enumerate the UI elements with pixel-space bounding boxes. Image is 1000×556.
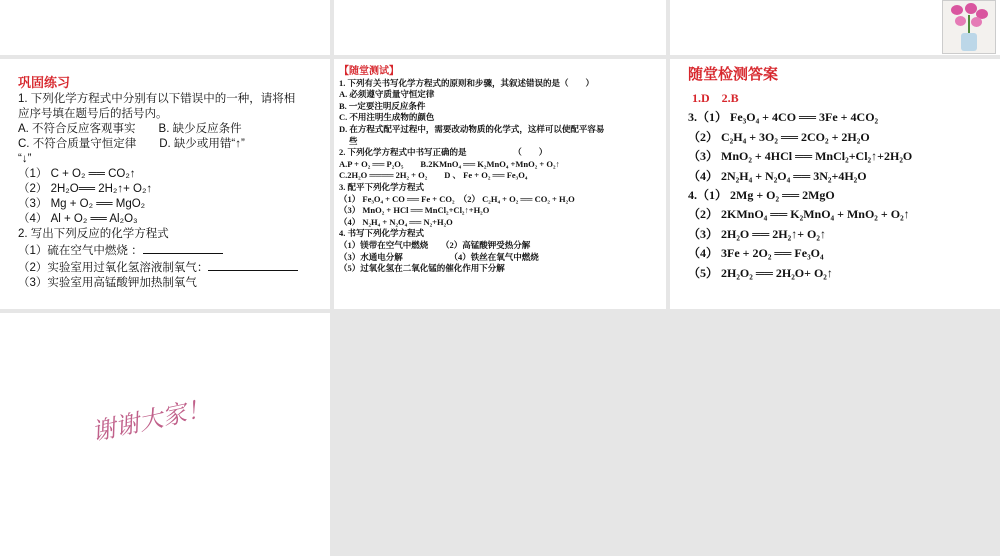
thanks-text: 谢谢大家！ xyxy=(89,393,213,447)
slide-thanks xyxy=(0,313,330,556)
text-line: 2. 写出下列反应的化学方程式 xyxy=(18,228,169,240)
answer-blank[interactable] xyxy=(143,242,223,254)
equation-line: （4） N₂H₄ + N₂O₄ ══ N₂+H₂O xyxy=(339,216,453,227)
answer-line: 3.（1） Fe₃O₄ + 4CO ══ 3Fe + 4CO₂ xyxy=(688,110,879,125)
text-line: C. 不符合质量守恒定律 D. 缺少或用错“↑” xyxy=(18,138,245,150)
answer-line: （2） C₂H₄ + 3O₂ ══ 2CO₂ + 2H₂O xyxy=(688,129,870,144)
text-line: A. 必须遵守质量守恒定律 xyxy=(339,89,435,100)
text-line: A. 不符合反应客观事实 B. 缺少反应条件 xyxy=(18,123,242,135)
text-line: “↓” xyxy=(18,153,32,165)
answer-line: （4） 3Fe + 2O₂ ══ Fe₃O₄ xyxy=(688,246,824,261)
text-line: （1）镁带在空气中燃烧 （2）高锰酸钾受热分解 xyxy=(339,239,531,250)
text-line: B. 一定要注明反应条件 xyxy=(339,100,426,111)
slide-top-left xyxy=(0,0,330,55)
question-text: （2）实验室用过氧化氢溶液制氧气： xyxy=(18,262,209,274)
text-line: 4. 书写下列化学方程式 xyxy=(339,228,425,239)
equation-line: （3） MnO₂ + HCl ══ MnCl₂+Cl₂↑+H₂O xyxy=(339,205,490,216)
text-line: 应序号填在题号后的括号内。 xyxy=(18,108,168,120)
text-line: 些 xyxy=(349,135,358,146)
answer-line: （3） 2H₂O ══ 2H₂↑+ O₂↑ xyxy=(688,226,826,241)
text-line: C. 不用注明生成物的颜色 xyxy=(339,112,435,123)
slide-top-middle xyxy=(334,0,666,55)
equation-line: A.P + O₂ ══ P₂O₅ B.2KMnO₄ ══ K₂MnO₄ +MnO₂ + O₂↑ xyxy=(339,158,560,169)
equation-line: （2） 2H₂O══ 2H₂↑+ O₂↑ xyxy=(18,183,153,195)
slide-classroom-test xyxy=(334,59,666,309)
slide-test-answers xyxy=(670,59,1000,309)
equation-line: C.2H₂O ════ 2H₂ + O₂ D 、 Fe + O₂ ══ Fe₃O₄ xyxy=(339,170,528,181)
blank-question xyxy=(18,259,328,276)
answer-line: （3） MnO₂ + 4HCl ══ MnCl₂+Cl₂↑+2H₂O xyxy=(688,149,913,164)
text-line: （3）水通电分解 （4）铁丝在氧气中燃烧 xyxy=(339,251,539,262)
slide-title: 【随堂测试】 xyxy=(339,66,399,77)
equation-line: （4） Al + O₂ ══ Al₂O₃ xyxy=(18,213,138,225)
answer-blank[interactable] xyxy=(208,259,298,271)
answer-line: 4.（1） 2Mg + O₂ ══ 2MgO xyxy=(688,188,835,203)
equation-line: （3） Mg + O₂ ══ MgO₂ xyxy=(18,198,146,210)
text-line: D. 在方程式配平过程中，需要改动物质的化学式，这样可以使配平容易 xyxy=(339,123,605,134)
equation-line: （1） Fe₃O₄ + CO ══ Fe + CO₂ （2） C₂H₄ + O₂ ══ CO₂ + H₂O xyxy=(339,193,575,204)
answer-line: （2） 2KMnO₄ ══ K₂MnO₄ + MnO₂ + O₂↑ xyxy=(688,207,910,222)
text-line: 1. 下列有关书写化学方程式的原则和步骤，其叙述错误的是（ ） xyxy=(339,77,595,88)
text-line: 2. 下列化学方程式中书写正确的是 （ ） xyxy=(339,147,548,158)
answer-line: （4） 2N₂H₄ + N₂O₄ ══ 3N₂+4H₂O xyxy=(688,168,867,183)
question-text: （1）硫在空气中燃烧 ： xyxy=(18,245,143,257)
text-line: （3）实验室用高锰酸钾加热制氧气 xyxy=(18,277,197,289)
slide-title: 巩固练习 xyxy=(18,75,71,90)
flower-image xyxy=(942,0,996,54)
slide-title: 随堂检测答案 xyxy=(688,66,779,83)
blank-question xyxy=(18,242,328,259)
text-line: 3. 配平下列化学方程式 xyxy=(339,181,425,192)
answer-line: （5） 2H₂O₂ ══ 2H₂O+ O₂↑ xyxy=(688,265,833,280)
text-line: 1. 下列化学方程式中分别有以下错误中的一种，请将相 xyxy=(18,93,296,105)
slide-consolidation-exercise xyxy=(0,59,330,309)
slide-top-right xyxy=(670,0,1000,55)
text-line: （5）过氧化氢在二氧化锰的催化作用下分解 xyxy=(339,263,505,274)
equation-line: （1） C + O₂ ══ CO₂↑ xyxy=(18,168,136,180)
answer-choice-line: 1.D 2.B xyxy=(692,91,739,105)
